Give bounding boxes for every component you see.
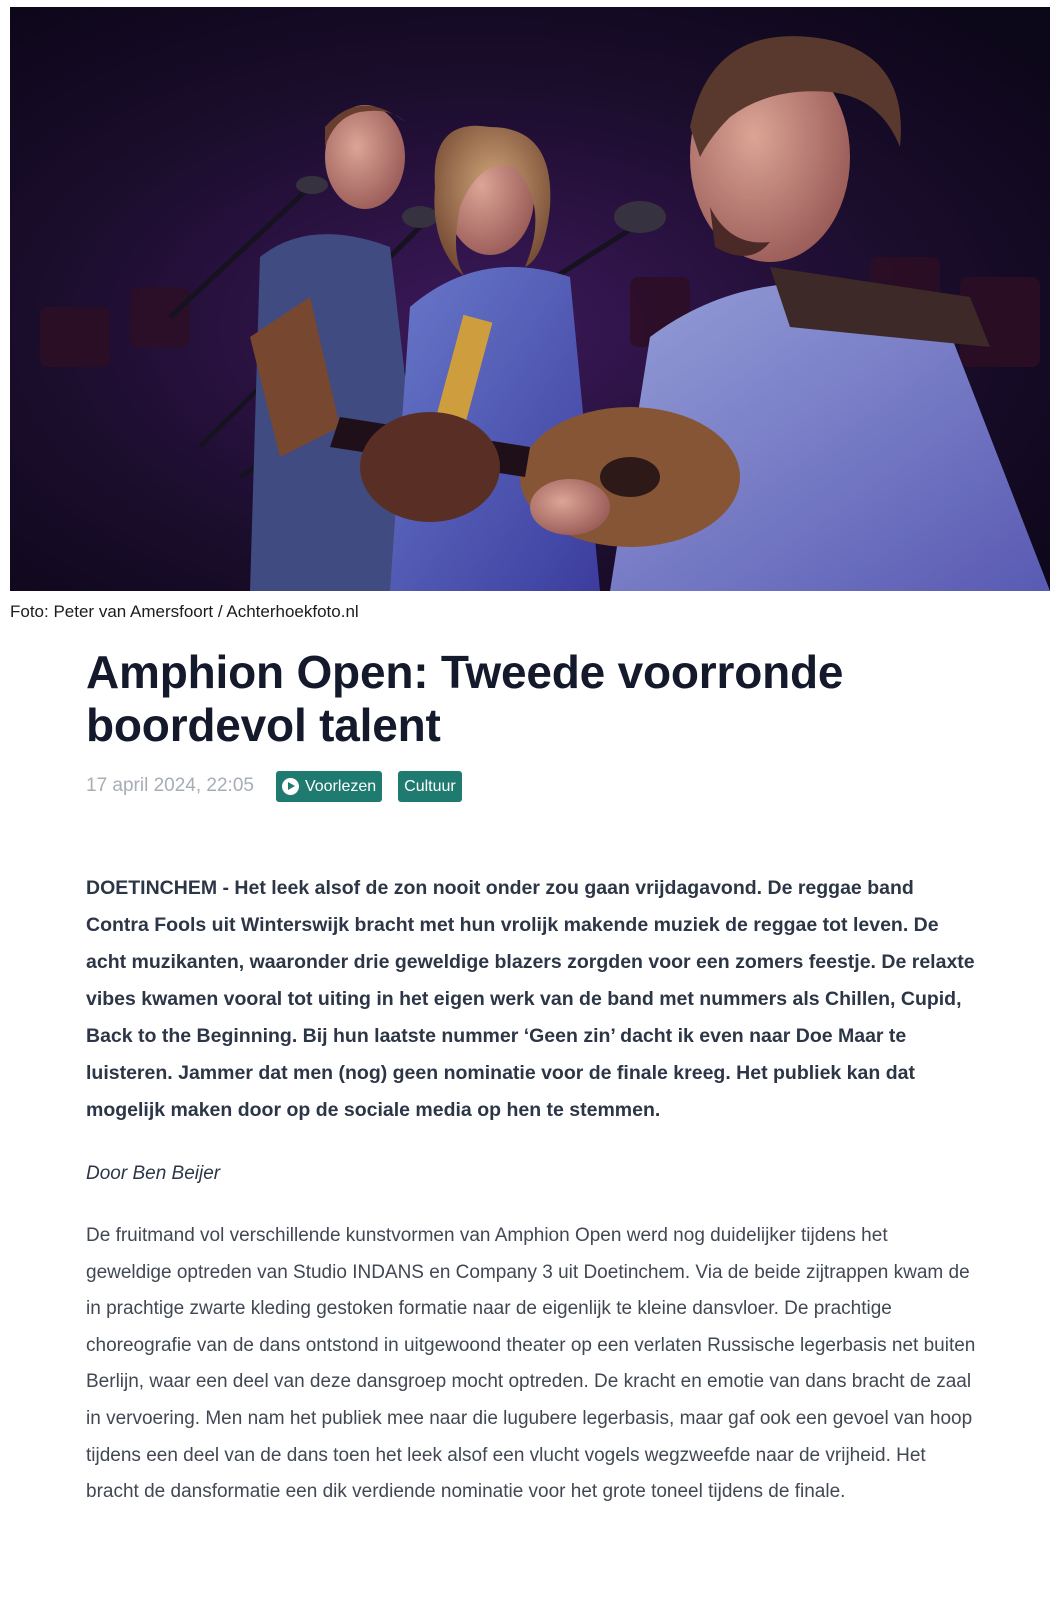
read-aloud-label: Voorlezen bbox=[304, 777, 377, 795]
read-aloud-button[interactable] bbox=[276, 771, 382, 802]
hero-photo bbox=[10, 7, 1050, 591]
concert-photo-illustration bbox=[10, 7, 1050, 591]
category-tag[interactable] bbox=[398, 771, 462, 802]
photo-caption: Foto: Peter van Amersfoort / Achterhoekfoto.nl bbox=[10, 602, 359, 621]
play-icon bbox=[282, 778, 299, 795]
category-label: Cultuur bbox=[404, 777, 456, 795]
article bbox=[86, 646, 976, 1511]
article-meta bbox=[86, 770, 976, 802]
article-byline: Door Ben Beijer bbox=[86, 1163, 221, 1184]
article-lead: DOETINCHEM - Het leek alsof de zon nooit onder zou gaan vrijdagavond. De reggae band Contra Fools uit Winterswijk bracht met hun vrolijk makende muziek de reggae tot leven. De acht muzikanten, waaronder drie geweldige blazers zorgden voor een zomers feestje. De relaxte vibes kwamen vooral tot uiting in het eigen werk van de band met nummers als Chillen, Cupid, Back to the Beginning. Bij hun laatste nummer ‘Geen zin’ dacht ik even naar Doe Maar te luisteren. Jammer dat men (nog) geen nominatie voor de finale kreeg. Het publiek kan dat mogelijk maken door op de sociale media op hen te stemmen. bbox=[86, 877, 975, 1121]
article-title: Amphion Open: Tweede voorronde boordevol talent bbox=[86, 646, 844, 751]
publish-date: 17 april 2024, 22:05 bbox=[86, 775, 254, 796]
article-paragraph: De fruitmand vol verschillende kunstvormen van Amphion Open werd nog duidelijker tijdens het geweldige optreden van Studio INDANS en Company 3 uit Doetinchem. Via de beide zijtrappen kwam de in prachtige zwarte kleding gestoken formatie naar de eigenlijk te kleine dansvloer. De prachtige choreografie van de dans ontstond in uitgewoond theater op een verlaten Russische legerbasis net buiten Berlijn, waar een deel van deze dansgroep mocht optreden. De kracht en emotie van dans bracht de zaal in vervoering. Men nam het publiek mee naar die lugubere legerbasis, maar gaf ook een gevoel van hoop tijdens een deel van de dans toen het leek alsof een vlucht vogels wegzweefde naar de vrijheid. Het bracht de dansformatie een dik verdiende nominatie voor het grote toneel tijdens de finale. bbox=[86, 1225, 976, 1503]
